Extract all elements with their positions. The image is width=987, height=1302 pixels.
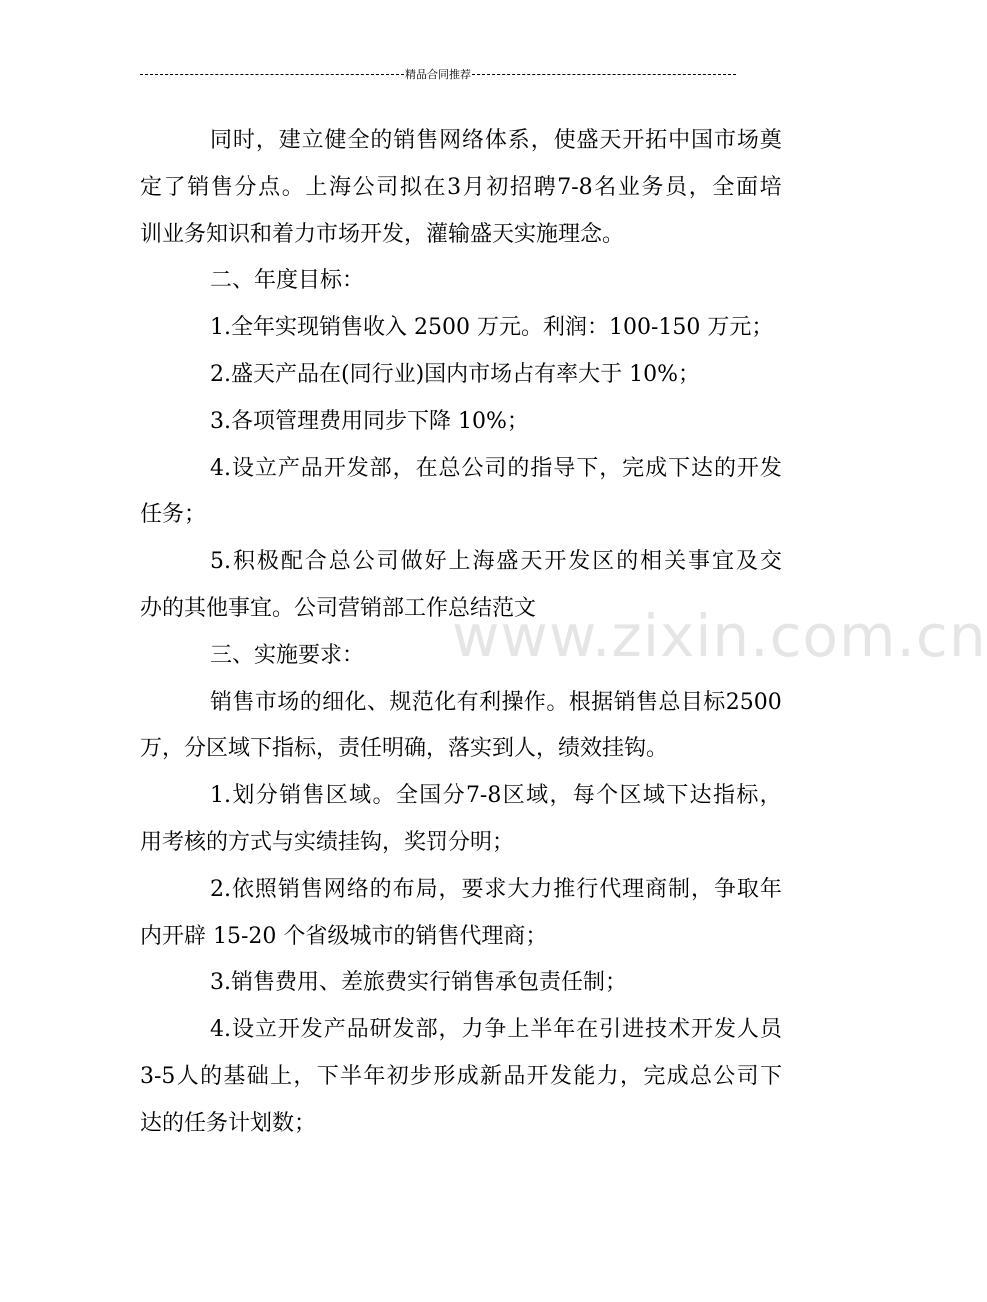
paragraph [140, 960, 782, 1007]
paragraph-line: 2. 依 照 销 售 网 络 的 布 局 ， 要 求 大 力 推 行 代 理 商 制 ， 争 取 年 [210, 876, 782, 902]
paragraph-line: 销 售 市 场 的 细 化 、 规 范 化 有 利 操 作 。 根 据 销 售 总 目 标 2500 [210, 689, 782, 715]
paragraph [140, 1007, 782, 1147]
paragraph [140, 446, 782, 540]
paragraph-line: 同 时 ， 建 立 健 全 的 销 售 网 络 体 系 ， 使 盛 天 开 拓 中 国 市 场 奠 [210, 128, 782, 153]
paragraph-line: 达的任务计划数； [140, 1110, 317, 1136]
paragraph [140, 258, 782, 305]
page-header [140, 64, 736, 84]
paragraph-line: 内开辟 15-20 个省级城市的销售代理商； [140, 923, 548, 949]
paragraph-line: 5. 积 极 配 合 总 公 司 做 好 上 海 盛 天 开 发 区 的 相 关 事 宜 及 交 [210, 549, 782, 575]
paragraph-line: 4. 设 立 产 品 开 发 部 ， 在 总 公 司 的 指 导 下 ， 完 成 下 达 的 开 发 [210, 455, 782, 481]
paragraph-line: 定 了 销 售 分 点 。 上 海 公 司 拟 在 3 月 初 招 聘 7-8 名 业 务 员 ， 全 面 培 [140, 174, 782, 200]
paragraph [140, 539, 782, 633]
paragraph-line: 1.全年实现销售收入 2500 万元。利润：100-150 万元； [210, 315, 774, 341]
paragraph-line: 1. 划 分 销 售 区 域 。 全 国 分 7-8 区 域 ， 每 个 区 域 下 达 指 标 ， [210, 783, 782, 809]
header-dashes-left [140, 74, 404, 75]
document-body [140, 118, 782, 1148]
paragraph-line: 3-5 人 的 基 础 上 ， 下 半 年 初 步 形 成 新 品 开 发 能 力 ， 完 成 总 公 司 下 [140, 1063, 782, 1089]
header-dashes-right [472, 74, 736, 75]
paragraph [140, 867, 782, 961]
paragraph [140, 680, 782, 774]
header-title: 精品合同推荐 [405, 67, 471, 81]
paragraph [140, 773, 782, 867]
paragraph [140, 352, 782, 399]
paragraph [140, 399, 782, 446]
paragraph-line: 二、年度目标： [210, 268, 365, 294]
paragraph-line: 3.各项管理费用同步下降 10%； [210, 408, 529, 434]
paragraph-line: 万，分区域下指标，责任明确，落实到人，绩效挂钩。 [140, 736, 669, 762]
watermark: www.zixin.com.cn [452, 602, 987, 670]
paragraph-line: 4. 设 立 开 发 产 品 研 发 部 ， 力 争 上 半 年 在 引 进 技 术 开 发 人 员 [210, 1017, 782, 1043]
paragraph [140, 633, 782, 680]
paragraph-line: 用考核的方式与实绩挂钩，奖罚分明； [140, 829, 515, 855]
paragraph-line: 办的其他事宜。公司营销部工作总结范文 [140, 595, 537, 621]
paragraph [140, 305, 782, 352]
paragraph-line: 3.销售费用、差旅费实行销售承包责任制； [210, 970, 627, 996]
paragraph-line: 三、实施要求： [210, 642, 365, 668]
paragraph-line: 任务； [140, 502, 207, 528]
paragraph-line: 训业务知识和着力市场开发，灌输盛天实施理念。 [140, 221, 625, 247]
paragraph [140, 118, 782, 258]
paragraph-line: 2.盛天产品在(同行业)国内市场占有率大于 10%； [210, 361, 701, 387]
